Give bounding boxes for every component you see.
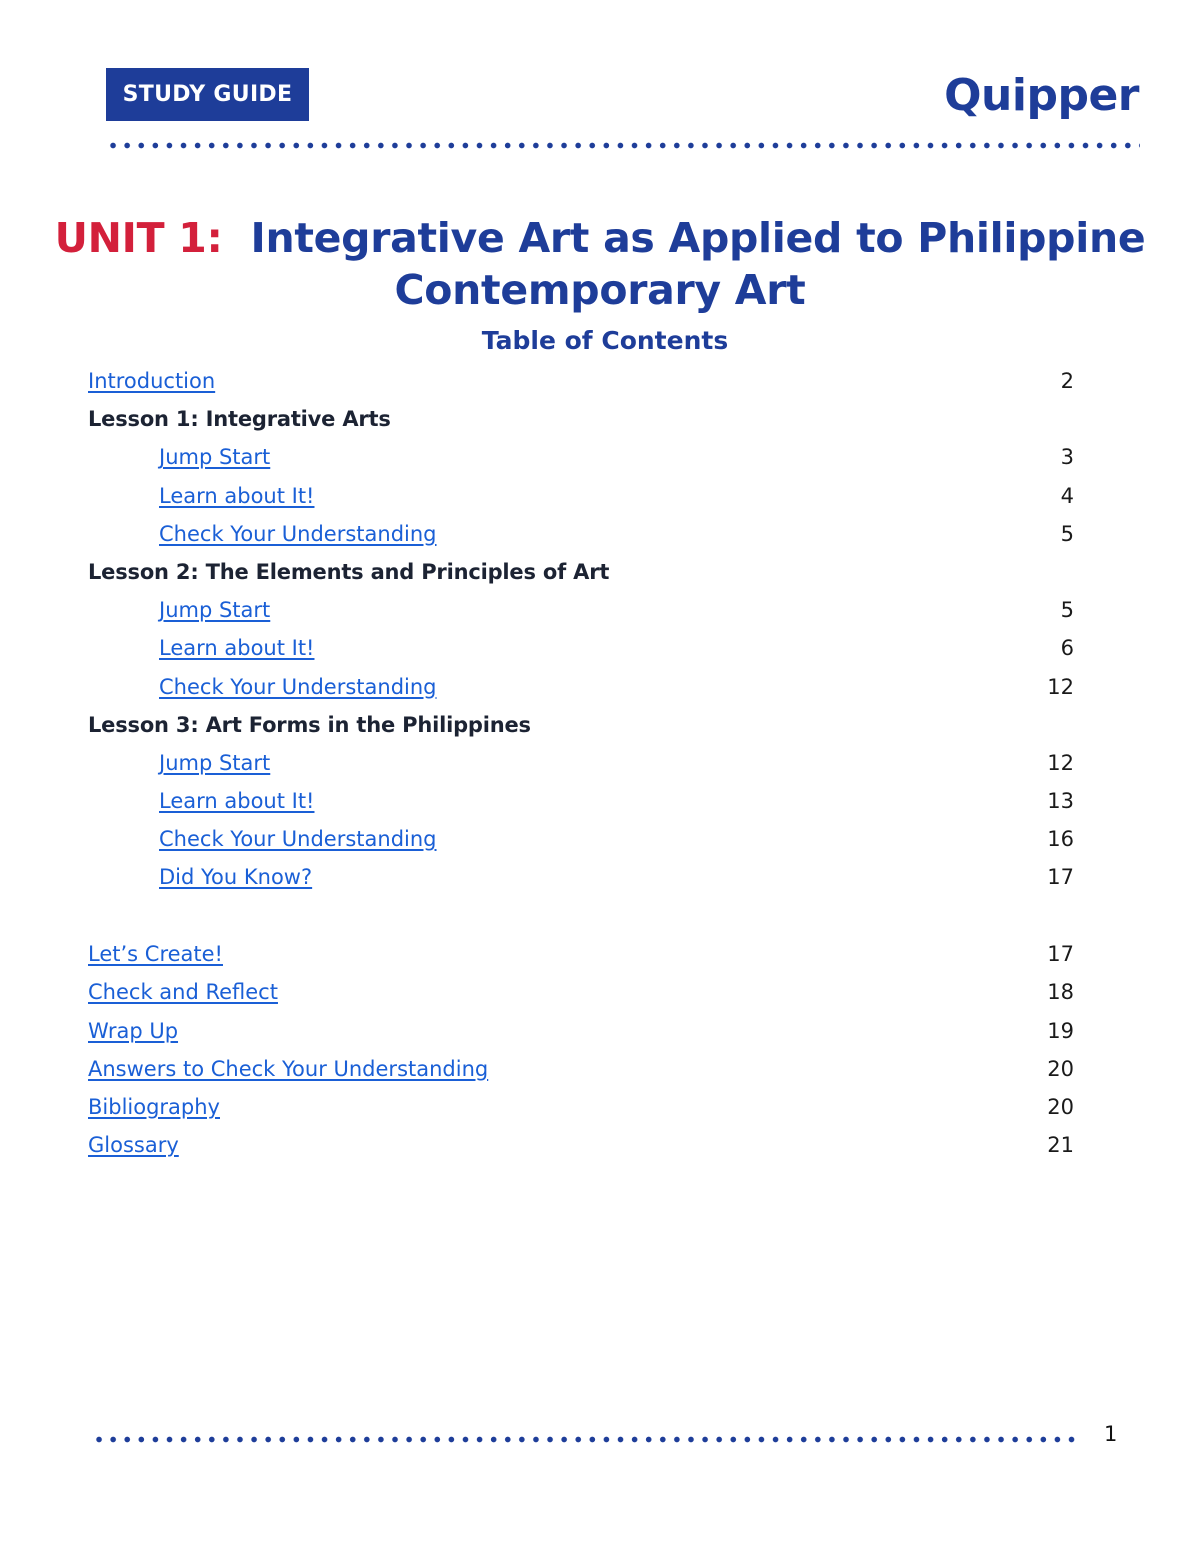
- toc-lesson-heading: [88, 400, 1076, 438]
- toc-row-introduction: [88, 362, 1076, 400]
- toc-row: [88, 935, 1076, 973]
- toc-page-number: 21: [1047, 1133, 1074, 1158]
- toc-link-learn-about-it[interactable]: Learn about It!: [159, 636, 315, 661]
- toc-row: [88, 629, 1076, 667]
- toc-row: [88, 1050, 1076, 1088]
- lesson-1-title: Lesson 1: Integrative Arts: [88, 407, 391, 432]
- top-dotted-divider: [106, 142, 1140, 149]
- toc-link-jump-start[interactable]: Jump Start: [159, 750, 271, 775]
- title-line-2: Contemporary Art: [394, 266, 806, 314]
- toc-link-check-your-understanding[interactable]: Check Your Understanding: [159, 521, 437, 546]
- toc-row: [88, 1012, 1076, 1050]
- toc-link-did-you-know[interactable]: Did You Know?: [159, 865, 313, 890]
- toc-link-introduction[interactable]: Introduction: [88, 369, 216, 393]
- lesson-3-title: Lesson 3: Art Forms in the Philippines: [88, 712, 531, 737]
- toc-link-answers[interactable]: Answers to Check Your Understanding: [88, 1056, 489, 1081]
- toc-page-number: 16: [1047, 827, 1074, 852]
- toc-heading: Table of Contents: [481, 326, 729, 355]
- toc-row: [88, 820, 1076, 858]
- badge-label: STUDY GUIDE: [122, 82, 293, 107]
- toc-row: [88, 858, 1076, 896]
- toc-page-number: 12: [1047, 674, 1074, 699]
- toc-link-check-your-understanding[interactable]: Check Your Understanding: [159, 674, 437, 699]
- toc-spacer: [88, 897, 1076, 936]
- toc-page-number: 12: [1047, 750, 1074, 775]
- toc-page-number: 20: [1047, 1094, 1074, 1119]
- unit-label: UNIT 1:: [54, 214, 223, 262]
- toc-page-number: 20: [1047, 1056, 1074, 1081]
- toc-row: [88, 782, 1076, 820]
- lesson-2-title: Lesson 2: The Elements and Principles of Art: [88, 559, 610, 584]
- toc-link-lets-create[interactable]: Let’s Create!: [88, 942, 223, 967]
- toc-row: [88, 591, 1076, 629]
- toc-link-bibliography[interactable]: Bibliography: [88, 1094, 220, 1119]
- toc-row: [88, 1126, 1076, 1164]
- study-guide-badge: [106, 68, 309, 121]
- toc-page-number: 18: [1047, 980, 1074, 1005]
- toc-page-number: 3: [1060, 445, 1074, 470]
- toc-row: [88, 438, 1076, 476]
- toc-row: [88, 1088, 1076, 1126]
- toc-lesson-heading: [88, 553, 1076, 591]
- footer-page-number: 1: [1104, 1422, 1118, 1446]
- toc-link-jump-start[interactable]: Jump Start: [159, 598, 271, 623]
- toc-lesson-heading: [88, 706, 1076, 744]
- quipper-logo: Quipper: [944, 70, 1139, 121]
- toc-row: [88, 668, 1076, 706]
- toc-page-number: 17: [1047, 865, 1074, 890]
- toc-row: [88, 973, 1076, 1011]
- toc-link-jump-start[interactable]: Jump Start: [159, 445, 271, 470]
- bottom-dotted-divider: [92, 1436, 1082, 1443]
- title-line-1: Integrative Art as Applied to Philippine: [250, 214, 1146, 262]
- toc-link-learn-about-it[interactable]: Learn about It!: [159, 483, 315, 508]
- toc-link-learn-about-it[interactable]: Learn about It!: [159, 789, 315, 814]
- toc-page-number: 13: [1047, 789, 1074, 814]
- toc-page-number: 5: [1060, 598, 1074, 623]
- toc-page-number: 19: [1047, 1018, 1074, 1043]
- toc-page-number: 6: [1060, 636, 1074, 661]
- toc-row: [88, 744, 1076, 782]
- page-title: [0, 212, 1200, 316]
- toc-page-number: 17: [1047, 942, 1074, 967]
- toc-page-number: 4: [1060, 483, 1074, 508]
- toc-page-number: 5: [1060, 521, 1074, 546]
- toc-link-check-and-reflect[interactable]: Check and Reflect: [88, 980, 278, 1005]
- table-of-contents: [88, 362, 1076, 1164]
- toc-row: [88, 477, 1076, 515]
- toc-row: [88, 515, 1076, 553]
- toc-link-glossary[interactable]: Glossary: [88, 1133, 179, 1158]
- toc-page-number: 2: [1060, 369, 1074, 393]
- toc-link-check-your-understanding[interactable]: Check Your Understanding: [159, 827, 437, 852]
- toc-link-wrap-up[interactable]: Wrap Up: [88, 1018, 179, 1043]
